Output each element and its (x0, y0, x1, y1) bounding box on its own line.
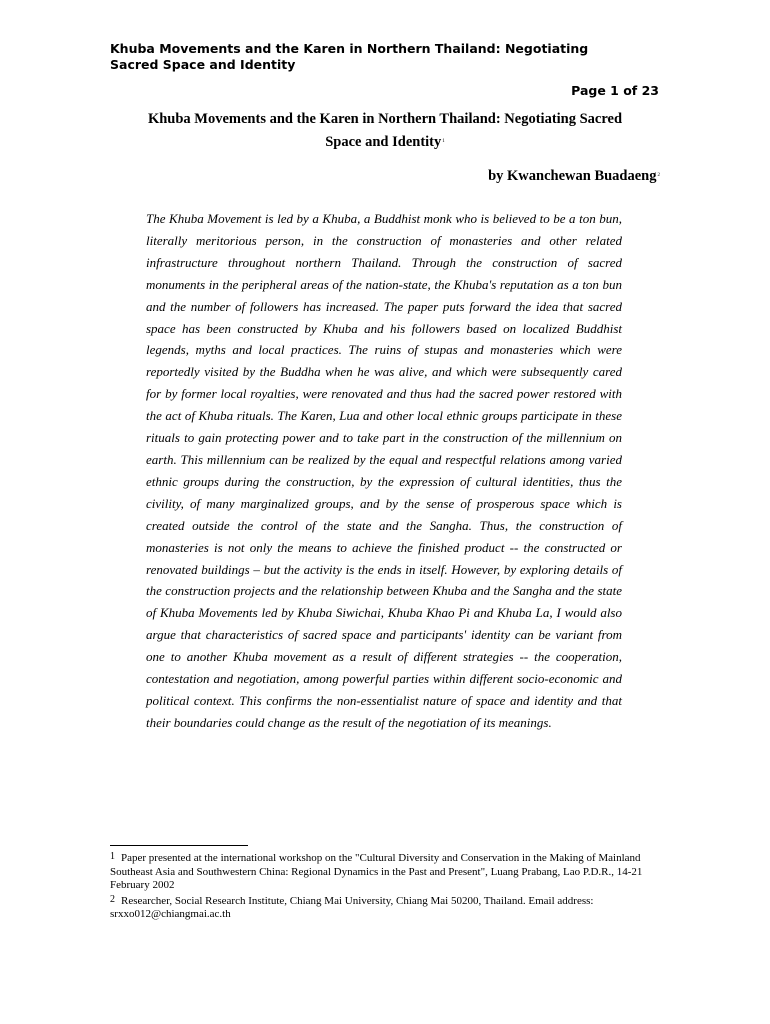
footnote-text: Researcher, Social Research Institute, Chiang Mai University, Chiang Mai 50200, Thailand. Email address: srxxo012@chiangmai.ac.th (110, 894, 594, 921)
document-title (110, 108, 660, 154)
title-footnote-ref[interactable]: 1 (442, 139, 445, 144)
footnote-number: 1 (110, 851, 115, 862)
page-number: Page 1 of 23 (571, 83, 659, 98)
abstract-paragraph: The Khuba Movement is led by a Khuba, a Buddhist monk who is believed to be a ton bun, literally meritorious person, in the construction of monasteries and other related infrastructure throughout northern Thailand. Through the construction of sacred monuments in the peripheral areas of the nation-state, the Khuba's reputation as a ton bun and the number of followers has increased. The paper puts forward the idea that sacred space has been constructed by Khuba and his followers based on localized Buddhist legends, myths and local practices. The ruins of stupas and monasteries which were reportedly visited by the Buddha when he was alive, and which were subsequently cared for by former local royalties, were renovated and thus had the sacred power restored with the act of Khuba rituals. The Karen, Lua and other local ethnic groups participate in these rituals to gain protecting power and to take part in the construction of the millennium on earth. This millennium can be realized by the equal and respectful relations among varied ethnic groups during the construction, by the expression of cultural identities, thus the civility, of many marginalized groups, and by the sense of prosperous space which is created outside the control of the state and the Sangha. Thus, the construction of monasteries is not only the means to achieve the finished product -- the constructed or renovated buildings – but the activity is the ends in itself. However, by exploring details of the construction projects and the relationship between Khuba and the Sangha and the state of Khuba Movements led by Khuba Siwichai, Khuba Khao Pi and Khuba La, I would also argue that characteristics of sacred space and participants' identity can be variant from one to another Khuba movement as a result of different strategies -- the cooperation, contestation and negotiation, among powerful parties within different socio-economic and political context. This confirms the non-essentialist nature of space and identity and that their boundaries could change as the result of the negotiation of its meanings. (146, 211, 622, 730)
title-line-2: Space and Identity (325, 134, 442, 150)
footnotes-section (110, 850, 650, 922)
footnote-separator (110, 845, 248, 846)
running-header: Khuba Movements and the Karen in Northern Thailand: Negotiating Sacred Space and Identity (110, 41, 589, 72)
footnote-text: Paper presented at the international workshop on the "Cultural Diversity and Conservation in the Making of Mainland Southeast Asia and Southwestern China: Regional Dynamics in the Past and Present", Luang Prabang, Lao P.D.R., 14-21 February 2002 (110, 852, 643, 892)
author-name: by Kwanchewan Buadaeng (488, 168, 657, 184)
footnote-2 (110, 893, 650, 922)
title-line-1: Khuba Movements and the Karen in Northern Thailand: Negotiating Sacred (147, 111, 623, 127)
author-line (488, 166, 660, 186)
author-footnote-ref[interactable]: 2 (657, 173, 660, 178)
footnote-number: 2 (110, 893, 115, 905)
footnote-1 (110, 850, 650, 893)
